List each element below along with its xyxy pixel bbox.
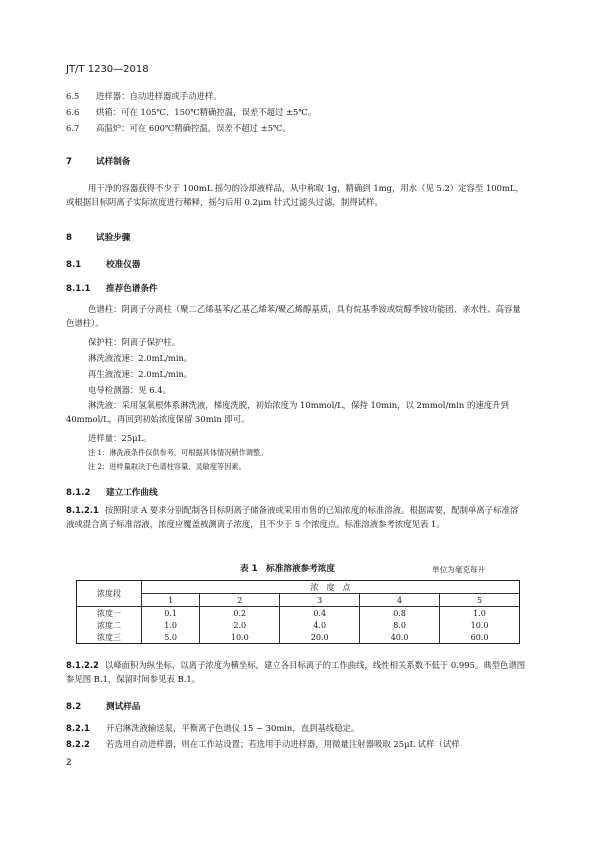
section-8-heading: 8 试验步骤: [66, 233, 131, 243]
col-header: 1: [142, 594, 200, 607]
page-number: 2: [66, 758, 72, 768]
col-header: 4: [360, 594, 440, 607]
note-2: 注 2：进样量取决于色谱柱容量、灵敏度等因素。: [88, 462, 246, 471]
section-7-paragraph: 用干净的容器获得不少于 100mL 摇匀的冷却液样品，从中称取 1g，精确到 1mg，用水（见 5.2）定容至 100mL，或根据目标阴离子实际浓度进行稀释，摇匀后用 0.2μm 针式过滤头过滤，制得试样。: [66, 183, 524, 207]
table-cell: 0.2: [200, 607, 280, 620]
table-cell: 10.0: [440, 619, 520, 631]
clause-6-6: 6.6 烘箱：可在 105℃、150℃精确控温，误差不超过 ±5℃。: [66, 107, 317, 117]
col-header: 2: [200, 594, 280, 607]
table-cell: 1.0: [440, 607, 520, 620]
table-header-row: [77, 581, 520, 594]
clause-6-5: 6.5 进样器：自动进样器或手动进样。: [66, 91, 222, 101]
clause-8-2-2: 8.2.2 若选用自动进样器，则在工作站设置；若选用手动进样器，用微量注射器吸取 25μL 试样（试样: [66, 739, 460, 749]
clause-8-1-2-2: 8.1.2.2 以峰面积为纵坐标，以离子浓度为横坐标，建立各目标离子的工作曲线，线性相关系数不低于 0.995。典型色谱图参见图 B.1，保留时间参见表 B.1。: [66, 660, 526, 684]
table-cell: 60.0: [440, 631, 520, 644]
eluent-flow-line: 淋洗液流速：2.0mL/min。: [88, 353, 193, 363]
table-caption: 表 1 标准溶液参考浓度: [240, 564, 335, 574]
table-cell: 1.0: [142, 619, 200, 631]
eluent-paragraph: 淋洗液：采用氢氧根体系淋洗液，梯度洗脱，初始浓度为 10mmol/L，保持 10min，以 2mmol/min 的速度升到 40mmol/L，再回到初始浓度保留 30min 即可。: [66, 400, 509, 424]
row-label: 浓度二: [77, 619, 142, 631]
table-unit: 单位为毫克每升: [432, 565, 486, 574]
note-1: 注 1：淋洗液条件仅供参考，可根据具体情况稍作调整。: [88, 448, 268, 457]
table-cell: 40.0: [360, 631, 440, 644]
guard-column-line: 保护柱：阴离子保护柱。: [88, 337, 181, 347]
table-cell: 0.4: [280, 607, 360, 620]
group-header-cell: 浓 度 点: [142, 581, 520, 594]
table-cell: 0.1: [142, 607, 200, 620]
clause-6-7: 6.7 高温炉：可在 600℃精确控温，误差不超过 ±5℃。: [66, 123, 291, 133]
section-8-1-1-heading: 8.1.1 推荐色谱条件: [66, 284, 158, 294]
column-paragraph: 色谱柱：阴离子分离柱（聚二乙烯基苯/乙基乙烯苯/聚乙烯醇基质，具有烷基季铵或烷醇季铵功能团、亲水性、高容量色谱柱）。: [66, 304, 521, 328]
col-header: 3: [280, 594, 360, 607]
table-cell: 8.0: [360, 619, 440, 631]
col-header: 5: [440, 594, 520, 607]
standard-concentration-table: [76, 580, 520, 644]
row-header-cell: 浓度段: [77, 581, 142, 607]
table-row: [77, 631, 520, 644]
table-cell: 10.0: [200, 631, 280, 644]
injection-volume-line: 进样量：25μL。: [88, 433, 152, 443]
clause-8-1-2-1: 8.1.2.1 按照附录 A 要求分别配制各目标阴离子储备液或采用市售的已知浓度的标准溶液。根据需要，配制单离子标准溶液或混合离子标准溶液，浓度应覆盖被测离子浓度，且不少于 5 个浓度点。标准溶液参考浓度见表 1。: [66, 505, 519, 529]
table-cell: 4.0: [280, 619, 360, 631]
table-cell: 5.0: [142, 631, 200, 644]
section-8-1-2-heading: 8.1.2 建立工作曲线: [66, 488, 158, 498]
table-cell: 2.0: [200, 619, 280, 631]
standard-code: JT/T 1230—2018: [66, 64, 149, 75]
clause-8-2-1: 8.2.1 开启淋洗液输送泵，平衡离子色谱仪 15 ~ 30min，直到基线稳定。: [66, 723, 360, 733]
table-cell: 20.0: [280, 631, 360, 644]
table-cell: 0.8: [360, 607, 440, 620]
table-column-row: [77, 594, 520, 607]
table-row: [77, 607, 520, 620]
section-7-heading: 7 试样制备: [66, 157, 131, 167]
row-label: 浓度一: [77, 607, 142, 620]
section-8-1-heading: 8.1 校准仪器: [66, 260, 141, 270]
row-label: 浓度三: [77, 631, 142, 644]
detector-line: 电导检测器：见 6.4。: [88, 385, 171, 395]
table-row: [77, 619, 520, 631]
regen-flow-line: 再生液流速：2.0mL/min。: [88, 369, 193, 379]
section-8-2-heading: 8.2 测试样品: [66, 702, 141, 712]
